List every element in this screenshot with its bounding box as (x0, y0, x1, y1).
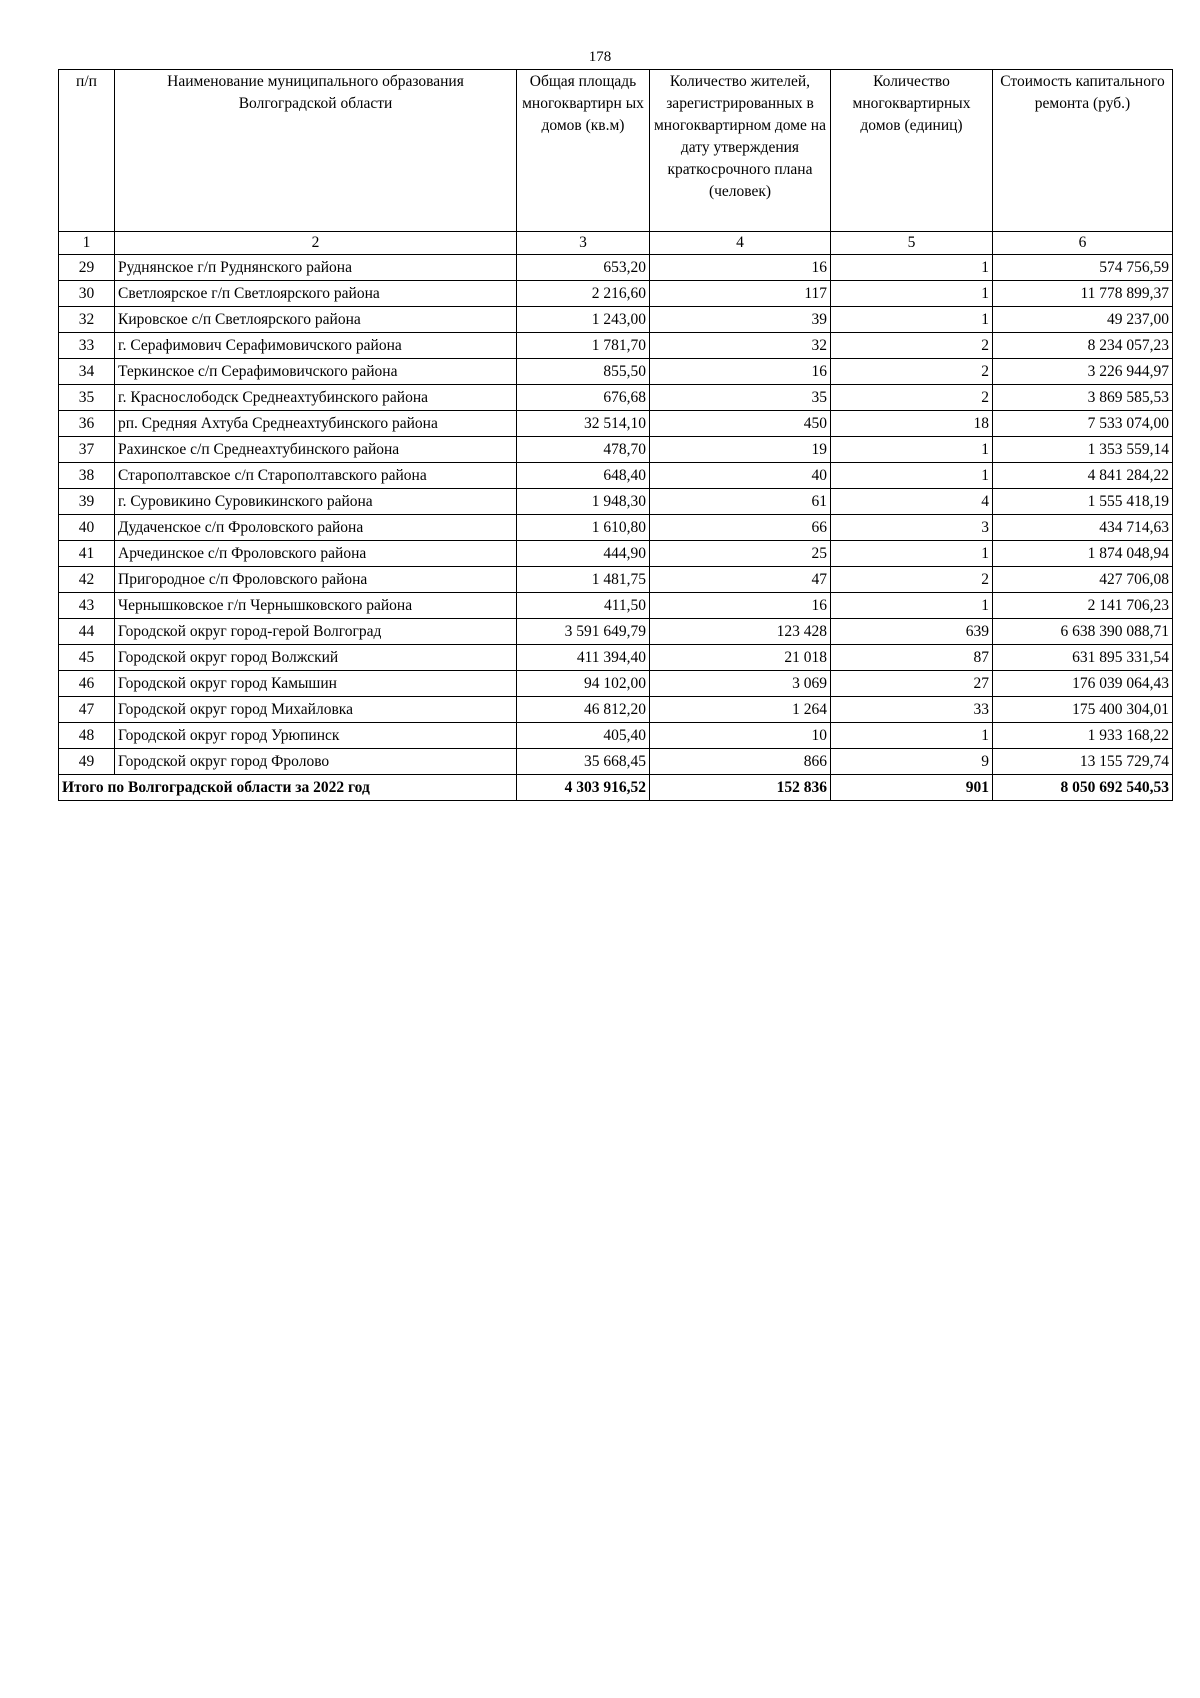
residents-cell: 10 (650, 723, 831, 749)
municipality-name: Городской округ город-герой Волгоград (115, 619, 517, 645)
municipality-name: Рахинское с/п Среднеахтубинского района (115, 437, 517, 463)
cost-cell: 631 895 331,54 (993, 645, 1173, 671)
page-number: 178 (588, 49, 612, 65)
houses-cell: 87 (831, 645, 993, 671)
column-number: 2 (115, 232, 517, 255)
houses-cell: 1 (831, 723, 993, 749)
area-cell: 35 668,45 (517, 749, 650, 775)
houses-cell: 1 (831, 281, 993, 307)
area-cell: 855,50 (517, 359, 650, 385)
row-index: 47 (59, 697, 115, 723)
row-index: 48 (59, 723, 115, 749)
municipality-name: Старополтавское с/п Старополтавского района (115, 463, 517, 489)
cost-cell: 3 226 944,97 (993, 359, 1173, 385)
header-municipality: Наименование муниципального образования Волгоградской области (115, 70, 517, 232)
row-index: 44 (59, 619, 115, 645)
table-row (59, 307, 1173, 333)
table-row (59, 385, 1173, 411)
cost-cell: 7 533 074,00 (993, 411, 1173, 437)
table-row (59, 463, 1173, 489)
cost-cell: 49 237,00 (993, 307, 1173, 333)
header-index: п/п (59, 70, 115, 232)
header-row (59, 70, 1173, 232)
municipality-name: Теркинское с/п Серафимовичского района (115, 359, 517, 385)
residents-cell: 866 (650, 749, 831, 775)
residents-cell: 450 (650, 411, 831, 437)
houses-cell: 2 (831, 567, 993, 593)
row-index: 35 (59, 385, 115, 411)
cost-cell: 6 638 390 088,71 (993, 619, 1173, 645)
cost-cell: 1 874 048,94 (993, 541, 1173, 567)
cost-cell: 1 555 418,19 (993, 489, 1173, 515)
row-index: 42 (59, 567, 115, 593)
total-houses: 901 (831, 775, 993, 801)
row-index: 29 (59, 255, 115, 281)
residents-cell: 35 (650, 385, 831, 411)
municipality-name: Арчединское с/п Фроловского района (115, 541, 517, 567)
municipality-name: Городской округ город Волжский (115, 645, 517, 671)
cost-cell: 176 039 064,43 (993, 671, 1173, 697)
municipality-name: Руднянское г/п Руднянского района (115, 255, 517, 281)
row-index: 40 (59, 515, 115, 541)
municipality-name: Дудаченское с/п Фроловского района (115, 515, 517, 541)
area-cell: 3 591 649,79 (517, 619, 650, 645)
header-houses: Количество многоквартирных домов (единиц) (831, 70, 993, 232)
total-area: 4 303 916,52 (517, 775, 650, 801)
residents-cell: 47 (650, 567, 831, 593)
table-row (59, 359, 1173, 385)
area-cell: 411 394,40 (517, 645, 650, 671)
residents-cell: 19 (650, 437, 831, 463)
cost-cell: 434 714,63 (993, 515, 1173, 541)
municipality-name: Пригородное с/п Фроловского района (115, 567, 517, 593)
houses-cell: 3 (831, 515, 993, 541)
area-cell: 411,50 (517, 593, 650, 619)
houses-cell: 639 (831, 619, 993, 645)
houses-cell: 1 (831, 593, 993, 619)
area-cell: 444,90 (517, 541, 650, 567)
municipality-name: Городской округ город Михайловка (115, 697, 517, 723)
residents-cell: 25 (650, 541, 831, 567)
total-label: Итого по Волгоградской области за 2022 год (59, 775, 517, 801)
municipality-name: Светлоярское г/п Светлоярского района (115, 281, 517, 307)
table-row (59, 255, 1173, 281)
header-area: Общая площадь многоквартирн ых домов (кв.м) (517, 70, 650, 232)
area-cell: 1 781,70 (517, 333, 650, 359)
cost-cell: 4 841 284,22 (993, 463, 1173, 489)
municipality-name: Городской округ город Урюпинск (115, 723, 517, 749)
row-index: 32 (59, 307, 115, 333)
capital-repair-table (58, 69, 1173, 801)
residents-cell: 61 (650, 489, 831, 515)
municipality-name: г. Краснослободск Среднеахтубинского района (115, 385, 517, 411)
row-index: 37 (59, 437, 115, 463)
column-number: 1 (59, 232, 115, 255)
column-number: 5 (831, 232, 993, 255)
row-index: 33 (59, 333, 115, 359)
table-row (59, 645, 1173, 671)
cost-cell: 13 155 729,74 (993, 749, 1173, 775)
row-index: 43 (59, 593, 115, 619)
table-row (59, 619, 1173, 645)
total-cost: 8 050 692 540,53 (993, 775, 1173, 801)
area-cell: 405,40 (517, 723, 650, 749)
area-cell: 653,20 (517, 255, 650, 281)
area-cell: 1 948,30 (517, 489, 650, 515)
municipality-name: рп. Средняя Ахтуба Среднеахтубинского района (115, 411, 517, 437)
houses-cell: 1 (831, 307, 993, 333)
cost-cell: 8 234 057,23 (993, 333, 1173, 359)
table-row (59, 281, 1173, 307)
table-row (59, 567, 1173, 593)
cost-cell: 427 706,08 (993, 567, 1173, 593)
row-index: 45 (59, 645, 115, 671)
area-cell: 46 812,20 (517, 697, 650, 723)
residents-cell: 123 428 (650, 619, 831, 645)
municipality-name: Городской округ город Фролово (115, 749, 517, 775)
houses-cell: 1 (831, 541, 993, 567)
total-residents: 152 836 (650, 775, 831, 801)
row-index: 34 (59, 359, 115, 385)
area-cell: 2 216,60 (517, 281, 650, 307)
column-number: 4 (650, 232, 831, 255)
residents-cell: 21 018 (650, 645, 831, 671)
municipality-name: Чернышковское г/п Чернышковского района (115, 593, 517, 619)
residents-cell: 117 (650, 281, 831, 307)
cost-cell: 11 778 899,37 (993, 281, 1173, 307)
table-row (59, 697, 1173, 723)
header-residents: Количество жителей, зарегистрированных в многоквартирном доме на дату утверждения краткосрочного плана (человек) (650, 70, 831, 232)
column-number: 6 (993, 232, 1173, 255)
municipality-name: г. Суровикино Суровикинского района (115, 489, 517, 515)
header-cost: Стоимость капитального ремонта (руб.) (993, 70, 1173, 232)
houses-cell: 1 (831, 255, 993, 281)
municipality-name: г. Серафимович Серафимовичского района (115, 333, 517, 359)
cost-cell: 1 933 168,22 (993, 723, 1173, 749)
row-index: 49 (59, 749, 115, 775)
table-row (59, 749, 1173, 775)
table-row (59, 411, 1173, 437)
area-cell: 32 514,10 (517, 411, 650, 437)
houses-cell: 9 (831, 749, 993, 775)
table-row (59, 593, 1173, 619)
table-row (59, 671, 1173, 697)
municipality-name: Городской округ город Камышин (115, 671, 517, 697)
table-row (59, 489, 1173, 515)
residents-cell: 66 (650, 515, 831, 541)
area-cell: 676,68 (517, 385, 650, 411)
table-row (59, 723, 1173, 749)
residents-cell: 16 (650, 593, 831, 619)
residents-cell: 16 (650, 255, 831, 281)
area-cell: 478,70 (517, 437, 650, 463)
residents-cell: 3 069 (650, 671, 831, 697)
area-cell: 94 102,00 (517, 671, 650, 697)
houses-cell: 18 (831, 411, 993, 437)
cost-cell: 3 869 585,53 (993, 385, 1173, 411)
houses-cell: 33 (831, 697, 993, 723)
table-row (59, 333, 1173, 359)
cost-cell: 1 353 559,14 (993, 437, 1173, 463)
area-cell: 1 610,80 (517, 515, 650, 541)
area-cell: 1 243,00 (517, 307, 650, 333)
houses-cell: 2 (831, 333, 993, 359)
residents-cell: 1 264 (650, 697, 831, 723)
residents-cell: 16 (650, 359, 831, 385)
row-index: 46 (59, 671, 115, 697)
row-index: 36 (59, 411, 115, 437)
table-row (59, 437, 1173, 463)
row-index: 39 (59, 489, 115, 515)
table-body (59, 255, 1173, 775)
total-row (59, 775, 1173, 801)
row-index: 38 (59, 463, 115, 489)
houses-cell: 2 (831, 385, 993, 411)
cost-cell: 2 141 706,23 (993, 593, 1173, 619)
houses-cell: 1 (831, 437, 993, 463)
houses-cell: 4 (831, 489, 993, 515)
table-row (59, 515, 1173, 541)
area-cell: 648,40 (517, 463, 650, 489)
residents-cell: 39 (650, 307, 831, 333)
residents-cell: 40 (650, 463, 831, 489)
column-number-row (59, 232, 1173, 255)
cost-cell: 574 756,59 (993, 255, 1173, 281)
houses-cell: 27 (831, 671, 993, 697)
row-index: 30 (59, 281, 115, 307)
municipality-name: Кировское с/п Светлоярского района (115, 307, 517, 333)
table-row (59, 541, 1173, 567)
column-number: 3 (517, 232, 650, 255)
houses-cell: 2 (831, 359, 993, 385)
row-index: 41 (59, 541, 115, 567)
cost-cell: 175 400 304,01 (993, 697, 1173, 723)
houses-cell: 1 (831, 463, 993, 489)
area-cell: 1 481,75 (517, 567, 650, 593)
residents-cell: 32 (650, 333, 831, 359)
